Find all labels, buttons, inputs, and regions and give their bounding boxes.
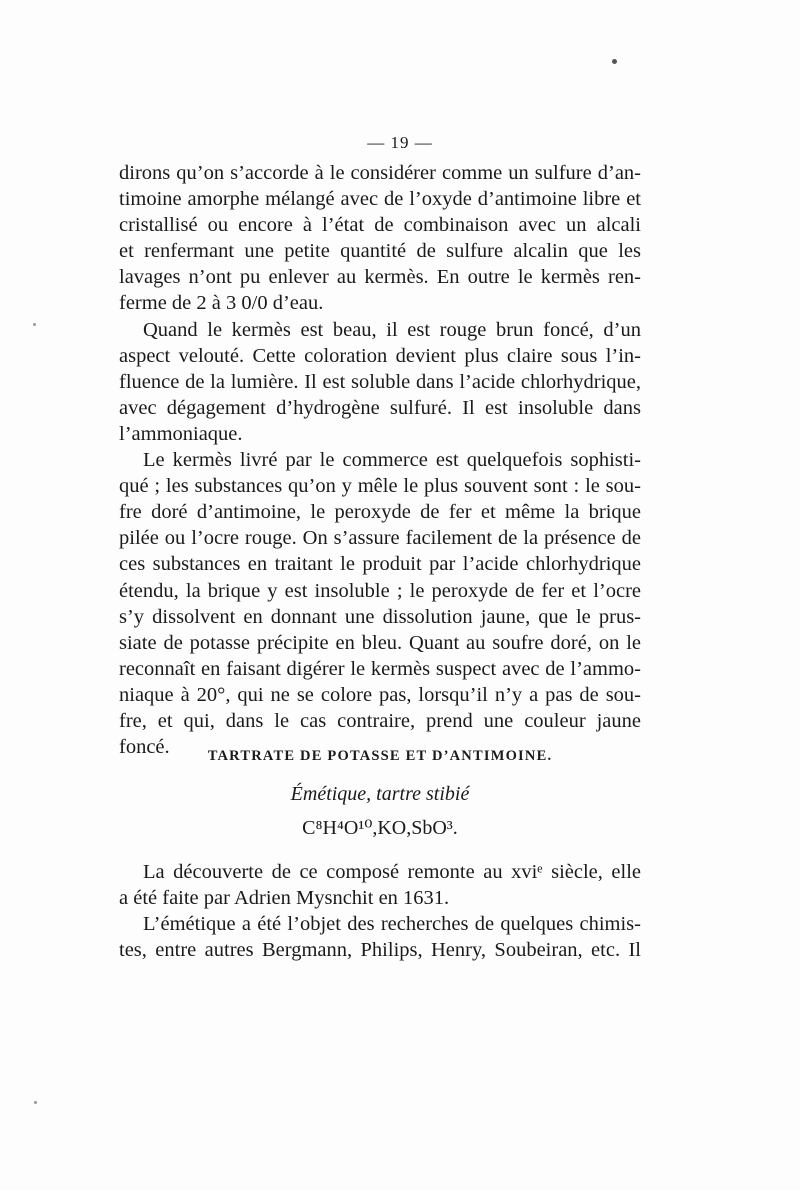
text-line: ferme de 2 à 3 0/0 d’eau. <box>119 292 324 315</box>
text-line: foncé. <box>119 736 170 759</box>
scan-speck <box>33 323 36 326</box>
text-line: tes, entre autres Bergmann, Philips, Henry, Soubeiran, etc. Il <box>119 939 641 962</box>
text-line: étendu, la brique y est insoluble ; le peroxyde de fer et l’ocre <box>119 579 641 602</box>
text-line: La découverte de ce composé remonte au xviᵉ siècle, elle <box>143 861 641 883</box>
text-line: s’y dissolvent en donnant une dissolution jaune, que le prus- <box>119 605 641 628</box>
scan-speck <box>612 59 617 64</box>
page-number: — 19 — <box>367 133 433 152</box>
text-line: a été faite par Adrien Mysnchit en 1631. <box>119 887 450 910</box>
text-line: avec dégagement d’hydrogène sulfuré. Il est insoluble dans <box>119 396 641 419</box>
text-line: fre, et qui, dans le cas contraire, prend une couleur jaune <box>119 709 641 732</box>
text-line: Le kermès livré par le commerce est quelquefois sophisti- <box>143 449 641 472</box>
text-line: reconnaît en faisant digérer le kermès suspect avec de l’ammo- <box>119 657 641 680</box>
section-subtitle: Émétique, tartre stibié <box>290 783 470 805</box>
chemical-formula: C⁸H⁴O¹⁰,KO,SbO³. <box>302 817 458 839</box>
text-line: Quand le kermès est beau, il est rouge brun foncé, d’un <box>143 318 641 341</box>
paragraph-1 <box>119 160 641 317</box>
scan-speck <box>34 1101 37 1104</box>
body-text-top <box>119 160 641 760</box>
text-line: timoine amorphe mélangé avec de l’oxyde d’antimoine libre et <box>119 188 641 211</box>
text-line: et renfermant une petite quantité de sulfure alcalin que les <box>119 240 641 263</box>
text-line: siate de potasse précipite en bleu. Quant au soufre doré, on le <box>119 631 641 654</box>
paragraph-5 <box>119 911 641 963</box>
body-text-bottom <box>119 859 641 963</box>
text-line: aspect velouté. Cette coloration devient plus claire sous l’in- <box>119 344 641 367</box>
text-line: niaque à 20°, qui ne se colore pas, lorsqu’il n’y a pas de sou- <box>119 683 641 706</box>
text-line: pilée ou l’ocre rouge. On s’assure facilement de la présence de <box>119 527 641 550</box>
paragraph-2 <box>119 317 641 447</box>
text-line: L’émétique a été l’objet des recherches de quelques chimis- <box>143 913 641 936</box>
text-line: lavages n’ont pu enlever au kermès. En outre le kermès ren- <box>119 266 641 289</box>
text-line: fluence de la lumière. Il est soluble dans l’acide chlorhydrique, <box>119 370 641 393</box>
text-line: ces substances en traitant le produit par l’acide chlorhydrique <box>119 553 641 576</box>
text-line: fre doré d’antimoine, le peroxyde de fer et même la brique <box>119 501 641 524</box>
text-line: l’ammoniaque. <box>119 422 243 445</box>
section-title: TARTRATE DE POTASSE ET D’ANTIMOINE. <box>207 748 553 764</box>
text-line: dirons qu’on s’accorde à le considérer comme un sulfure d’an- <box>119 162 641 184</box>
paragraph-3 <box>119 447 641 760</box>
paragraph-4 <box>119 859 641 911</box>
text-line: qué ; les substances qu’on y mêle le plus souvent sont : le sou- <box>119 475 641 498</box>
text-line: cristallisé ou encore à l’état de combinaison avec un alcali <box>119 214 641 237</box>
